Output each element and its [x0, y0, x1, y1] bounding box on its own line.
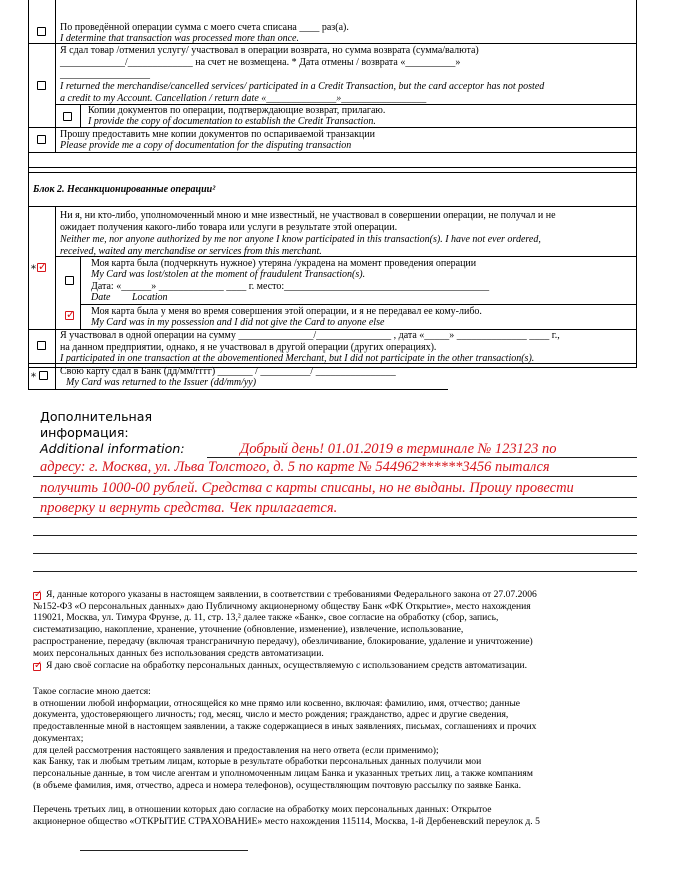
checkbox-one-transaction[interactable] [37, 341, 46, 350]
row1-en-text: I determine that transaction was processed more than once. [60, 33, 299, 44]
consent-p3-line: в отношении любой информации, относящейся ко мне прямо или косвенно, включая: фамилию, имя, отчество; данные [33, 697, 521, 709]
b2-en1: Neither me, nor anyone authorized by me nor anyone I know participated in this transaction(s). I have not ever ordered, [60, 234, 541, 245]
signature-line[interactable] [80, 850, 248, 851]
date-en: Date [91, 292, 111, 303]
checkbox-credit-not-posted[interactable] [37, 81, 46, 90]
consent-p4 [33, 804, 633, 827]
lost-ru: Моя карта была (подчеркнуть нужное) утеряна /украдена на момент проведения операции [91, 258, 477, 269]
consent-p4-line: Перечень третьих лиц, в отношении которых даю согласие на обработку моих персональных данных: Открытое [33, 804, 492, 815]
consent-p3-line: документах; [33, 732, 84, 744]
poss-ru: Моя карта была у меня во время совершения этой операции, и я не передавал ее кому-либо. [91, 306, 482, 317]
b2-ru1: Ни я, ни кто-либо, уполномоченный мною и мне известный, не участвовал в совершении операции, не получал и не [60, 210, 556, 221]
b2-en2: received, waited any merchandise or services from this merchant. [60, 246, 322, 257]
row1-ru-text: По проведённой операции сумма с моего счета списана ____ раз(а). [60, 22, 349, 33]
consent-p3-line: для целей рассмотрения настоящего заявления и предоставления на него ответа (если применимо); [33, 744, 439, 756]
b2-ru2: ожидает получения какого-либо товара или услуги в результате этой операции. [60, 222, 398, 233]
one-en: I participated in one transaction at the abovementioned Merchant, but I did not participate in the other transaction(s). [60, 353, 535, 364]
lost-en: My Card was lost/stolen at the moment of fraudulent Transaction(s). [91, 269, 366, 280]
additional-text-line4[interactable]: проверку и вернуть средства. Чек прилагается. [40, 500, 338, 516]
additional-label-ru2: информация: [40, 425, 129, 440]
consent-p3-line: Такое согласие мною дается: [33, 686, 151, 697]
one-ru1: Я участвовал в одной операции на сумму _______________/_______________ , дата «_____» ______________ ____ г., [60, 330, 560, 341]
row2-en1: I returned the merchandise/cancelled services/ participated in a Credit Transaction, but the card acceptor has not posted [60, 81, 545, 92]
check-mark-icon: ✓ [66, 308, 76, 321]
consent-p1-line: 119021, Москва, ул. Тимура Фрунзе, д. 11, стр. 13,² далее также «Банк», свое согласие на обработку (сбор, запись, [33, 612, 499, 624]
checkbox-card-lost[interactable] [65, 276, 74, 285]
row2-en2: a credit to my Account. Cancellation / return date «______________»_________________ [60, 93, 427, 104]
block2-title: Блок 2. Несанкционированные операции² [33, 184, 216, 195]
consent-p3-line: документа, удостоверяющего личность; год, месяц, число и место рождения; гражданство, адрес и другие сведения, [33, 709, 509, 721]
poss-en: My Card was in my possession and I did not give the Card to anyone else [91, 317, 385, 328]
check-mark-icon: ✓ [34, 660, 43, 671]
consent-p3-line: как Банку, так и любым третьим лицам, которые в результате обработки персональных данных получили мои [33, 756, 482, 768]
row3-en: Please provide me a copy of documentation for the disputing transaction [60, 140, 352, 151]
location-en: Location [132, 292, 168, 303]
consent-p1 [33, 589, 633, 659]
row2-ru2: _____________/_____________ на счет не возмещена. * Дата отмены / возврата «__________» [60, 57, 461, 68]
consent-p1-line: систематизацию, накопление, хранение, уточнение (обновление, изменение), извлечение, использование, [33, 624, 464, 636]
check-mark-icon: ✓ [38, 260, 48, 273]
consent-p4-line: акционерное общество «ОТКРЫТИЕ СТРАХОВАНИЕ» место нахождения 115114, Москва, 1-й Дербеневский переулок д. 5 [33, 815, 540, 827]
required-star: * [31, 372, 36, 383]
row2-sub-en: I provide the copy of documentation to establish the Credit Transaction. [88, 116, 376, 127]
additional-label-en: Additional information: [40, 441, 185, 456]
consent-p1-line: распространение, передачу (включая трансграничную передачу), обезличивание, блокирование, удаление и уничтожение) [33, 635, 533, 647]
consent-p3 [33, 686, 633, 791]
required-star: * [31, 264, 36, 275]
one-ru2: на данном предприятии, однако, я не участвовал в другой операции (других операциях). [60, 342, 437, 353]
row2-ru1: Я сдал товар /отменил услугу/ участвовал в операции возврата, но сумма возврата (сумма/валюта) [60, 45, 479, 56]
consent-p3-line: (в объеме фамилия, имя, отчество, адреса и номера телефонов), осуществляющим почтовую рассылку по заявке Банка. [33, 779, 522, 791]
checkbox-copy-request[interactable] [37, 135, 46, 144]
row2-ru3: __________________ [60, 69, 150, 80]
additional-text-line2[interactable]: адресу: г. Москва, ул. Льва Толстого, д. 5 по карте № 544962******3456 пытался [40, 459, 550, 475]
ret-ru: Свою карту сдал в Банк (дд/мм/гггг) _______ / __________/ ________________ [60, 366, 396, 377]
additional-label-ru1: Дополнительная [40, 409, 153, 424]
additional-text-line3[interactable]: получить 1000-00 рублей. Средства с карты списаны, но не выданы. Прошу провести [40, 480, 574, 496]
date-line: Дата: «______» _____________ ____ г. место:_________________________________________ [91, 281, 490, 292]
row3-ru: Прошу предоставить мне копии документов по оспариваемой транзакции [60, 129, 375, 140]
additional-text-line1[interactable]: Добрый день! 01.01.2019 в терминале № 123123 по [240, 441, 557, 457]
checkbox-credit-docs[interactable] [63, 112, 72, 121]
check-mark-icon: ✓ [34, 589, 43, 600]
consent-p2: Я даю своё согласие на обработку персональных данных, осуществляемую с использованием средств автоматизации. [46, 660, 528, 671]
consent-p3-line: предоставленные мной в настоящем заявлении, а также содержащиеся в иных заявлениях, письмах, соглашениях и прочих [33, 721, 537, 733]
consent-p1-line: Я, данные которого указаны в настоящем заявлении, в соответствии с требованиями Федерального закона от 27.07.2006 [46, 589, 537, 600]
checkbox-multiple-debit[interactable] [37, 27, 46, 36]
row2-sub-ru: Копии документов по операции, подтверждающие возврат, прилагаю. [88, 105, 386, 116]
consent-p1-line: моих персональных данных без использования средств автоматизации. [33, 647, 324, 659]
ret-en: My Card was returned to the Issuer (dd/mm/yy) [66, 377, 257, 388]
consent-p3-line: персональные данные, в том числе агентам и уполномоченным лицам Банка и указанных третьих лиц, а также компаниям [33, 767, 533, 779]
checkbox-card-returned[interactable] [39, 371, 48, 380]
consent-p1-line: №152-ФЗ «О персональных данных» даю Публичному акционерному обществу Банк «ФК Открытие», место нахождения [33, 600, 531, 612]
